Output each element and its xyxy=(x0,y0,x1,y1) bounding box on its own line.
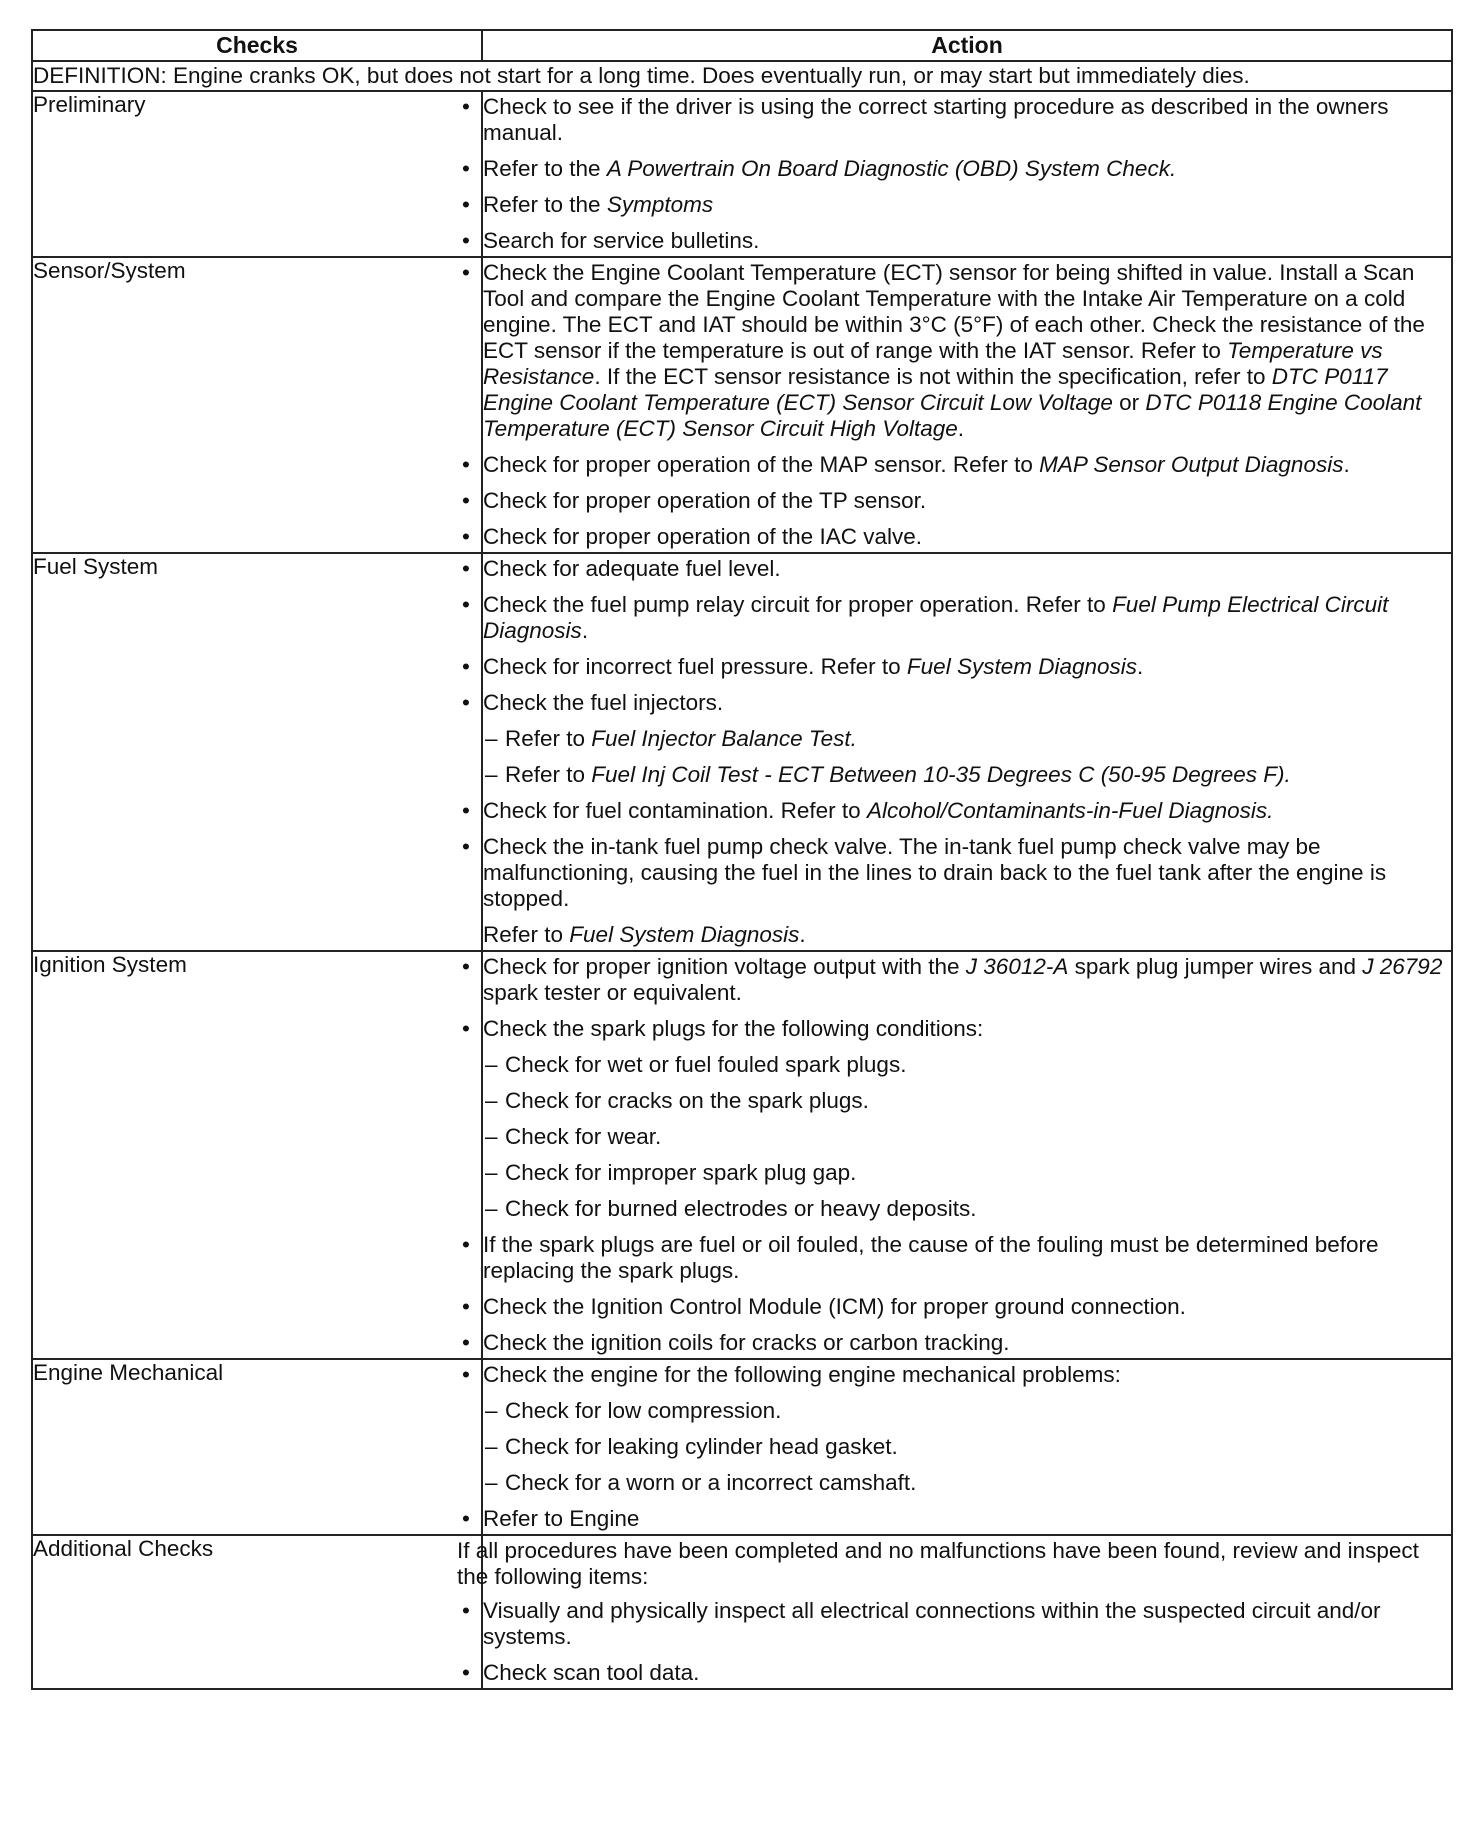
sub-item: – Check for burned electrodes or heavy deposits. xyxy=(505,1196,1451,1222)
list-item: • Refer to the Symptoms xyxy=(483,192,1451,218)
list-item: • Refer to Engine xyxy=(483,1506,1451,1532)
list-item: • Check the spark plugs for the following conditions: xyxy=(483,1016,1451,1042)
reference-link: A Powertrain On Board Diagnostic (OBD) System Check. xyxy=(606,156,1177,181)
continuation-text: Refer to Fuel System Diagnosis. xyxy=(483,922,806,947)
action-cell xyxy=(482,1359,1452,1535)
list-item: • Check the fuel pump relay circuit for proper operation. Refer to Fuel Pump Electrical Circuit Diagnosis. xyxy=(483,592,1451,644)
list-item: • Check for proper operation of the MAP sensor. Refer to MAP Sensor Output Diagnosis. xyxy=(483,452,1433,478)
list-item: • Check scan tool data. xyxy=(483,1660,1451,1686)
list-item: • Check the Engine Coolant Temperature (ECT) sensor for being shifted in value. Install a Scan Tool and compare the Engine Coolant Temperature with the Intake Air Temperature on a cold engine. The ECT and IAT should be within 3°C (5°F) of each other. Check the resistance of the ECT sensor if the temperature is out of range with the IAT sensor. Refer to Temperature vs Resistance. If the ECT sensor resistance is not within the specification, refer to DTC P0117 Engine Coolant Temperature (ECT) Sensor Circuit Low Voltage or DTC P0118 Engine Coolant Temperature (ECT) Sensor Circuit High Voltage. xyxy=(483,260,1433,442)
sub-item: – Check for cracks on the spark plugs. xyxy=(505,1088,1451,1114)
sub-item: – Check for wet or fuel fouled spark plugs. xyxy=(505,1052,1451,1078)
header-checks: Checks xyxy=(32,30,482,61)
list-item: • Check the Ignition Control Module (ICM) for proper ground connection. xyxy=(483,1294,1451,1320)
list-item: • Check the in-tank fuel pump check valve. The in-tank fuel pump check valve may be malfunctioning, causing the fuel in the lines to drain back to the fuel tank after the engine is stopped. xyxy=(483,834,1451,912)
list-item: • Check for adequate fuel level. xyxy=(483,556,1451,582)
list-item: • Check for proper ignition voltage output with the J 36012-A spark plug jumper wires and J 26792 spark tester or equivalent. xyxy=(483,954,1451,1006)
sub-item: – Check for improper spark plug gap. xyxy=(505,1160,1451,1186)
list-item: • Refer to the A Powertrain On Board Diagnostic (OBD) System Check. xyxy=(483,156,1451,182)
list-item: • Check to see if the driver is using the correct starting procedure as described in the owners manual. xyxy=(483,94,1451,146)
check-label: Ignition System xyxy=(32,951,482,1359)
list-item: • Check for fuel contamination. Refer to Alcohol/Contaminants-in-Fuel Diagnosis. xyxy=(483,798,1451,824)
definition-row xyxy=(32,61,1452,91)
table-row xyxy=(32,91,1452,257)
sub-item: – Check for low compression. xyxy=(505,1398,1451,1424)
header-row xyxy=(32,30,1452,61)
action-cell xyxy=(482,91,1452,257)
list-item: • Check the engine for the following engine mechanical problems: xyxy=(483,1362,1451,1388)
paragraph-text: If all procedures have been completed and no malfunctions have been found, review and inspect the following items: xyxy=(457,1538,1419,1589)
sub-item: – Refer to Fuel Inj Coil Test - ECT Between 10-35 Degrees C (50-95 Degrees F). xyxy=(505,762,1451,788)
header-action: Action xyxy=(482,30,1452,61)
table-row xyxy=(32,257,1452,553)
sub-item: – Check for a worn or a incorrect camshaft. xyxy=(505,1470,1451,1496)
list-item: • Search for service bulletins. xyxy=(483,228,1451,254)
list-item: • Check for incorrect fuel pressure. Refer to Fuel System Diagnosis. xyxy=(483,654,1451,680)
list-item: • Check for proper operation of the TP sensor. xyxy=(483,488,1433,514)
action-cell xyxy=(482,951,1452,1359)
definition-text: DEFINITION: Engine cranks OK, but does not start for a long time. Does eventually run, or may start but immediately dies. xyxy=(32,61,1452,91)
sub-item: – Refer to Fuel Injector Balance Test. xyxy=(505,726,1451,752)
list-item: • If the spark plugs are fuel or oil fouled, the cause of the fouling must be determined before replacing the spark plugs. xyxy=(483,1232,1451,1284)
list-item: • Check the ignition coils for cracks or carbon tracking. xyxy=(483,1330,1451,1356)
action-cell xyxy=(482,257,1452,553)
action-cell xyxy=(457,1535,1452,1689)
action-cell xyxy=(482,553,1452,951)
check-label: Sensor/System xyxy=(32,257,482,553)
table-row xyxy=(32,1535,1452,1689)
table-row xyxy=(32,1359,1452,1535)
diagnostic-table xyxy=(31,29,1453,1690)
check-label: Engine Mechanical xyxy=(32,1359,482,1535)
check-label: Preliminary xyxy=(32,91,482,257)
check-label: Additional Checks xyxy=(32,1535,482,1689)
sub-item: – Check for wear. xyxy=(505,1124,1451,1150)
sub-item: – Check for leaking cylinder head gasket. xyxy=(505,1434,1451,1460)
list-item: • Visually and physically inspect all electrical connections within the suspected circuit and/or systems. xyxy=(483,1598,1451,1650)
table-row xyxy=(32,951,1452,1359)
check-label: Fuel System xyxy=(32,553,482,951)
list-item: • Check for proper operation of the IAC valve. xyxy=(483,524,1433,550)
list-item: • Check the fuel injectors. xyxy=(483,690,1451,716)
table-row xyxy=(32,553,1452,951)
reference-link: Symptoms xyxy=(606,192,714,217)
